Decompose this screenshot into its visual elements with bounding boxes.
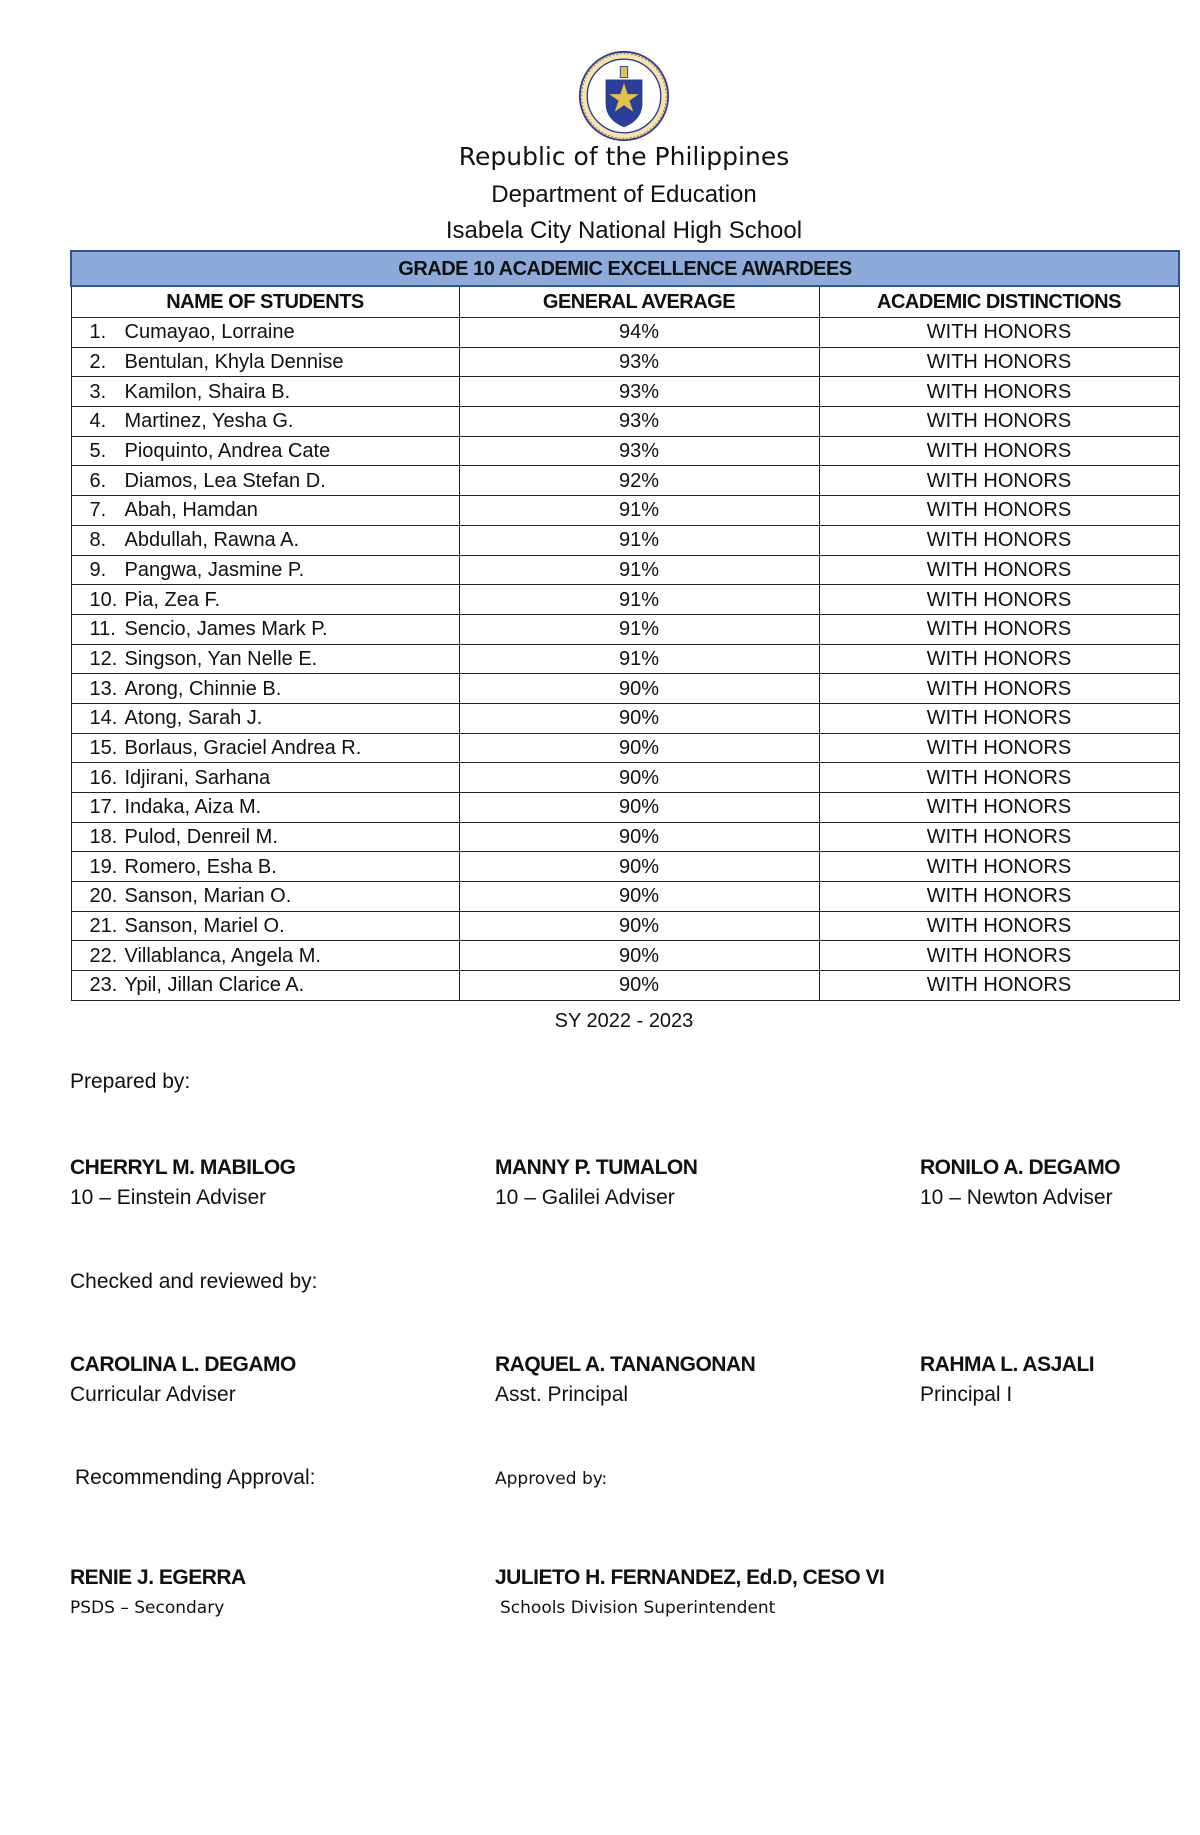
student-name-cell bbox=[71, 911, 459, 941]
row-number: 5. bbox=[89, 440, 107, 463]
school-year: SY 2022 - 2023 bbox=[554, 1010, 694, 1032]
school-heading: Isabela City National High School bbox=[445, 217, 803, 244]
student-name-cell bbox=[71, 822, 459, 852]
distinction-cell: WITH HONORS bbox=[819, 347, 1179, 377]
student-name: Bentulan, Khyla Dennise bbox=[124, 351, 344, 374]
distinction-cell: WITH HONORS bbox=[819, 555, 1179, 585]
general-average-cell: 91% bbox=[459, 585, 819, 615]
table-row bbox=[71, 793, 1179, 823]
distinction-cell: WITH HONORS bbox=[819, 882, 1179, 912]
table-row bbox=[71, 555, 1179, 585]
student-name: Atong, Sarah J. bbox=[124, 707, 263, 730]
table-row bbox=[71, 763, 1179, 793]
student-name: Pia, Zea F. bbox=[124, 588, 221, 611]
table-row bbox=[71, 852, 1179, 882]
distinction-cell: WITH HONORS bbox=[819, 941, 1179, 971]
distinction-cell: WITH HONORS bbox=[819, 525, 1179, 555]
student-name: Romero, Esha B. bbox=[124, 855, 277, 878]
student-name: Abdullah, Rawna A. bbox=[124, 529, 300, 552]
table-row bbox=[71, 614, 1179, 644]
signatory-position: 10 – Galilei Adviser bbox=[495, 1186, 675, 1209]
row-number: 7. bbox=[89, 499, 107, 522]
table-row bbox=[71, 941, 1179, 971]
signatory-name: JULIETO H. FERNANDEZ, Ed.D, CESO VI bbox=[495, 1566, 885, 1589]
republic-heading: Republic of the Philippines bbox=[458, 142, 790, 171]
row-number: 17. bbox=[89, 796, 118, 819]
student-name-cell bbox=[71, 318, 459, 348]
distinction-cell: WITH HONORS bbox=[819, 585, 1179, 615]
table-row bbox=[71, 822, 1179, 852]
row-number: 12. bbox=[89, 647, 118, 670]
student-name-cell bbox=[71, 614, 459, 644]
student-name: Diamos, Lea Stefan D. bbox=[124, 469, 326, 492]
general-average-cell: 91% bbox=[459, 644, 819, 674]
student-name-cell bbox=[71, 941, 459, 971]
signatory-block bbox=[495, 1156, 697, 1210]
general-average-cell: 91% bbox=[459, 496, 819, 526]
signatory-block bbox=[920, 1353, 1094, 1407]
general-average-cell: 90% bbox=[459, 703, 819, 733]
row-number: 11. bbox=[89, 618, 116, 641]
student-name-cell bbox=[71, 377, 459, 407]
table-row bbox=[71, 971, 1179, 1001]
student-name-cell bbox=[71, 882, 459, 912]
general-average-cell: 93% bbox=[459, 436, 819, 466]
table-row bbox=[71, 525, 1179, 555]
approved-by-label: Approved by: bbox=[495, 1469, 608, 1489]
table-row bbox=[71, 318, 1179, 348]
general-average-cell: 92% bbox=[459, 466, 819, 496]
signatory-name: RENIE J. EGERRA bbox=[70, 1566, 246, 1589]
student-name: Pangwa, Jasmine P. bbox=[124, 558, 305, 581]
general-average-cell: 90% bbox=[459, 852, 819, 882]
recommending-signatory bbox=[70, 1566, 246, 1618]
table-row bbox=[71, 407, 1179, 437]
signatory-block bbox=[495, 1353, 755, 1407]
student-name: Pioquinto, Andrea Cate bbox=[124, 440, 331, 463]
student-name-cell bbox=[71, 555, 459, 585]
general-average-cell: 91% bbox=[459, 614, 819, 644]
table-row bbox=[71, 733, 1179, 763]
general-average-cell: 90% bbox=[459, 941, 819, 971]
distinction-cell: WITH HONORS bbox=[819, 822, 1179, 852]
general-average-cell: 90% bbox=[459, 822, 819, 852]
signatory-position: Asst. Principal bbox=[495, 1383, 629, 1406]
general-average-cell: 91% bbox=[459, 555, 819, 585]
student-name: Singson, Yan Nelle E. bbox=[124, 647, 318, 670]
signatory-position: Curricular Adviser bbox=[70, 1383, 236, 1406]
distinction-cell: WITH HONORS bbox=[819, 436, 1179, 466]
signatory-name: RONILO A. DEGAMO bbox=[920, 1156, 1121, 1179]
general-average-cell: 90% bbox=[459, 733, 819, 763]
column-header-distinction: ACADEMIC DISTINCTIONS bbox=[819, 286, 1179, 318]
signatory-position: Schools Division Superintendent bbox=[500, 1598, 776, 1618]
distinction-cell: WITH HONORS bbox=[819, 644, 1179, 674]
deped-seal-logo bbox=[578, 50, 670, 142]
distinction-cell: WITH HONORS bbox=[819, 407, 1179, 437]
student-name-cell bbox=[71, 971, 459, 1001]
distinction-cell: WITH HONORS bbox=[819, 793, 1179, 823]
row-number: 23. bbox=[89, 974, 118, 997]
row-number: 20. bbox=[89, 885, 118, 908]
general-average-cell: 90% bbox=[459, 882, 819, 912]
department-heading: Department of Education bbox=[491, 181, 757, 208]
table-row bbox=[71, 882, 1179, 912]
general-average-cell: 93% bbox=[459, 407, 819, 437]
row-number: 9. bbox=[89, 558, 107, 581]
general-average-cell: 93% bbox=[459, 377, 819, 407]
signatory-name: CHERRYL M. MABILOG bbox=[70, 1156, 296, 1179]
student-name-cell bbox=[71, 466, 459, 496]
row-number: 22. bbox=[89, 944, 118, 967]
row-number: 18. bbox=[89, 826, 118, 849]
row-number: 13. bbox=[89, 677, 118, 700]
general-average-cell: 93% bbox=[459, 347, 819, 377]
table-row bbox=[71, 674, 1179, 704]
row-number: 6. bbox=[89, 469, 107, 492]
signatory-position: 10 – Newton Adviser bbox=[920, 1186, 1113, 1209]
table-body bbox=[71, 318, 1179, 1001]
table-row bbox=[71, 496, 1179, 526]
student-name: Ypil, Jillan Clarice A. bbox=[124, 974, 305, 997]
distinction-cell: WITH HONORS bbox=[819, 318, 1179, 348]
table-row bbox=[71, 911, 1179, 941]
signatory-name: RAHMA L. ASJALI bbox=[920, 1353, 1095, 1376]
student-name: Cumayao, Lorraine bbox=[124, 321, 295, 344]
column-header-average: GENERAL AVERAGE bbox=[459, 286, 819, 318]
student-name-cell bbox=[71, 407, 459, 437]
student-name: Pulod, Denreil M. bbox=[124, 826, 278, 849]
table-row bbox=[71, 703, 1179, 733]
row-number: 8. bbox=[89, 529, 107, 552]
row-number: 1. bbox=[89, 321, 107, 344]
student-name-cell bbox=[71, 852, 459, 882]
general-average-cell: 90% bbox=[459, 793, 819, 823]
recommending-approval-label: Recommending Approval: bbox=[75, 1466, 316, 1489]
table-row bbox=[71, 585, 1179, 615]
distinction-cell: WITH HONORS bbox=[819, 911, 1179, 941]
column-header-name: NAME OF STUDENTS bbox=[71, 286, 459, 318]
student-name: Indaka, Aiza M. bbox=[124, 796, 262, 819]
distinction-cell: WITH HONORS bbox=[819, 703, 1179, 733]
student-name-cell bbox=[71, 585, 459, 615]
table-row bbox=[71, 436, 1179, 466]
student-name: Borlaus, Graciel Andrea R. bbox=[124, 736, 362, 759]
signatory-name: CAROLINA L. DEGAMO bbox=[70, 1353, 296, 1376]
general-average-cell: 94% bbox=[459, 318, 819, 348]
row-number: 21. bbox=[89, 915, 118, 938]
signatory-name: RAQUEL A. TANANGONAN bbox=[495, 1353, 756, 1376]
general-average-cell: 90% bbox=[459, 674, 819, 704]
table-row bbox=[71, 644, 1179, 674]
distinction-cell: WITH HONORS bbox=[819, 763, 1179, 793]
student-name-cell bbox=[71, 496, 459, 526]
signatory-name: MANNY P. TUMALON bbox=[495, 1156, 698, 1179]
distinction-cell: WITH HONORS bbox=[819, 674, 1179, 704]
general-average-cell: 90% bbox=[459, 911, 819, 941]
table-row bbox=[71, 347, 1179, 377]
student-name: Sencio, James Mark P. bbox=[124, 618, 328, 641]
distinction-cell: WITH HONORS bbox=[819, 971, 1179, 1001]
student-name-cell bbox=[71, 793, 459, 823]
student-name-cell bbox=[71, 436, 459, 466]
signatory-position: PSDS – Secondary bbox=[70, 1598, 225, 1618]
general-average-cell: 91% bbox=[459, 525, 819, 555]
student-name: Arong, Chinnie B. bbox=[124, 677, 282, 700]
student-name-cell bbox=[71, 733, 459, 763]
student-name: Sanson, Marian O. bbox=[124, 885, 292, 908]
approving-signatory bbox=[495, 1566, 884, 1618]
signatory-position: 10 – Einstein Adviser bbox=[70, 1186, 267, 1209]
distinction-cell: WITH HONORS bbox=[819, 377, 1179, 407]
student-name: Idjirani, Sarhana bbox=[124, 766, 271, 789]
row-number: 14. bbox=[89, 707, 118, 730]
awardees-table bbox=[70, 250, 1180, 1001]
student-name-cell bbox=[71, 644, 459, 674]
reviewed-by-label: Checked and reviewed by: bbox=[70, 1270, 318, 1293]
signatory-block bbox=[920, 1156, 1120, 1210]
student-name-cell bbox=[71, 674, 459, 704]
signatory-block bbox=[70, 1156, 296, 1210]
prepared-by-label: Prepared by: bbox=[70, 1070, 191, 1093]
student-name: Villablanca, Angela M. bbox=[124, 944, 321, 967]
distinction-cell: WITH HONORS bbox=[819, 852, 1179, 882]
student-name: Martinez, Yesha G. bbox=[124, 410, 294, 433]
table-row bbox=[71, 377, 1179, 407]
student-name-cell bbox=[71, 347, 459, 377]
table-row bbox=[71, 466, 1179, 496]
student-name: Abah, Hamdan bbox=[124, 499, 258, 522]
table-title: GRADE 10 ACADEMIC EXCELLENCE AWARDEES bbox=[71, 251, 1179, 286]
distinction-cell: WITH HONORS bbox=[819, 496, 1179, 526]
row-number: 15. bbox=[89, 736, 118, 759]
student-name: Sanson, Mariel O. bbox=[124, 915, 285, 938]
student-name-cell bbox=[71, 525, 459, 555]
distinction-cell: WITH HONORS bbox=[819, 733, 1179, 763]
student-name-cell bbox=[71, 703, 459, 733]
row-number: 4. bbox=[89, 410, 107, 433]
distinction-cell: WITH HONORS bbox=[819, 466, 1179, 496]
signatory-position: Principal I bbox=[920, 1383, 1013, 1406]
distinction-cell: WITH HONORS bbox=[819, 614, 1179, 644]
signatory-block bbox=[70, 1353, 296, 1407]
row-number: 19. bbox=[89, 855, 118, 878]
row-number: 10. bbox=[89, 588, 118, 611]
general-average-cell: 90% bbox=[459, 971, 819, 1001]
row-number: 16. bbox=[89, 766, 118, 789]
row-number: 2. bbox=[89, 351, 107, 374]
student-name-cell bbox=[71, 763, 459, 793]
student-name: Kamilon, Shaira B. bbox=[124, 380, 291, 403]
row-number: 3. bbox=[89, 380, 107, 403]
general-average-cell: 90% bbox=[459, 763, 819, 793]
